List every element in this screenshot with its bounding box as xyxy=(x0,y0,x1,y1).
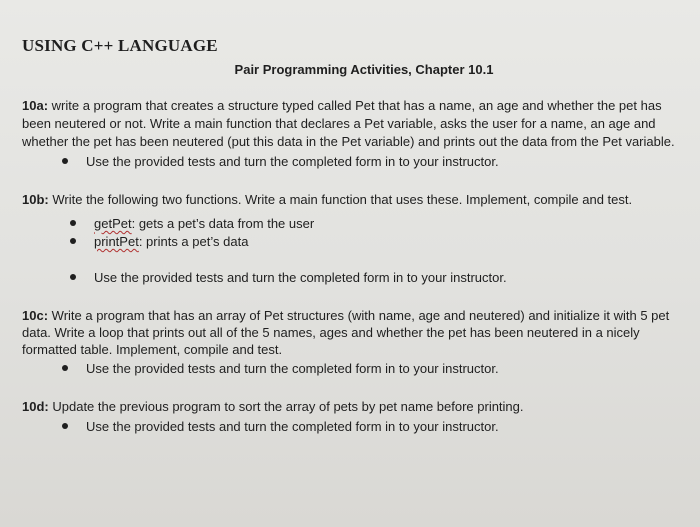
section-10a-body: write a program that creates a structure typed called Pet that has a name, an age and whether the pet has been neutered or not. Write a main function that declares a Pet variable, asks the user for a name, an age and whether the pet has been neutered (put this data in the Pet variable) and prints out the data from the Pet variable. xyxy=(22,98,675,149)
list-item xyxy=(22,153,686,171)
bullet-icon xyxy=(62,423,68,429)
section-10d xyxy=(22,398,686,436)
section-10b xyxy=(22,191,686,287)
section-10c-bullet-text: Use the provided tests and turn the completed form in to your instructor. xyxy=(86,361,499,376)
section-10c-body: Write a program that has an array of Pet structures (with name, age and neutered) and initialize it with 5 pet data. Write a loop that prints out all of the 5 names, ages and whether the pet has been neutered in a nicely formatted table. Implement, compile and test. xyxy=(22,308,670,357)
section-10c xyxy=(22,307,686,378)
section-10d-bullet-text: Use the provided tests and turn the completed form in to your instructor. xyxy=(86,419,499,434)
section-10b-bullets xyxy=(22,269,686,287)
section-10c-text xyxy=(22,307,686,358)
bullet-icon xyxy=(70,274,76,280)
bullet-icon xyxy=(70,238,76,244)
list-item xyxy=(30,233,686,251)
page-subtitle: Pair Programming Activities, Chapter 10.1 xyxy=(234,62,494,77)
section-10b-body: Write the following two functions. Write a main function that uses these. Implement, compile and test. xyxy=(52,192,633,207)
list-item xyxy=(30,215,686,233)
page-title: USING C++ LANGUAGE xyxy=(22,36,218,55)
function-name-getpet: getPet xyxy=(94,216,132,231)
section-10a-bullet-text: Use the provided tests and turn the completed form in to your instructor. xyxy=(86,154,499,169)
list-item xyxy=(22,418,686,436)
function-desc-getpet: : gets a pet’s data from the user xyxy=(131,216,315,231)
spacer xyxy=(22,251,686,267)
section-10d-text xyxy=(22,398,686,416)
section-10a xyxy=(22,97,686,171)
section-10d-label: 10d: xyxy=(22,399,49,414)
section-10c-label: 10c: xyxy=(22,308,49,323)
section-10b-text xyxy=(22,191,686,209)
section-10b-functions xyxy=(22,215,686,251)
section-10b-label: 10b: xyxy=(22,192,49,207)
section-10a-text xyxy=(22,97,686,151)
function-name-printpet: printPet xyxy=(94,234,139,249)
list-item xyxy=(22,360,686,378)
section-10d-body: Update the previous program to sort the array of pets by pet name before printing. xyxy=(52,399,524,414)
bullet-icon xyxy=(62,365,68,371)
list-item xyxy=(30,269,686,287)
section-10b-bullet-text: Use the provided tests and turn the completed form in to your instructor. xyxy=(94,270,507,285)
section-10d-bullets xyxy=(22,418,686,436)
section-10a-bullets xyxy=(22,153,686,171)
function-desc-printpet: : prints a pet’s data xyxy=(138,234,249,249)
bullet-icon xyxy=(62,158,68,164)
section-10a-label: 10a: xyxy=(22,98,49,113)
bullet-icon xyxy=(70,220,76,226)
section-10c-bullets xyxy=(22,360,686,378)
